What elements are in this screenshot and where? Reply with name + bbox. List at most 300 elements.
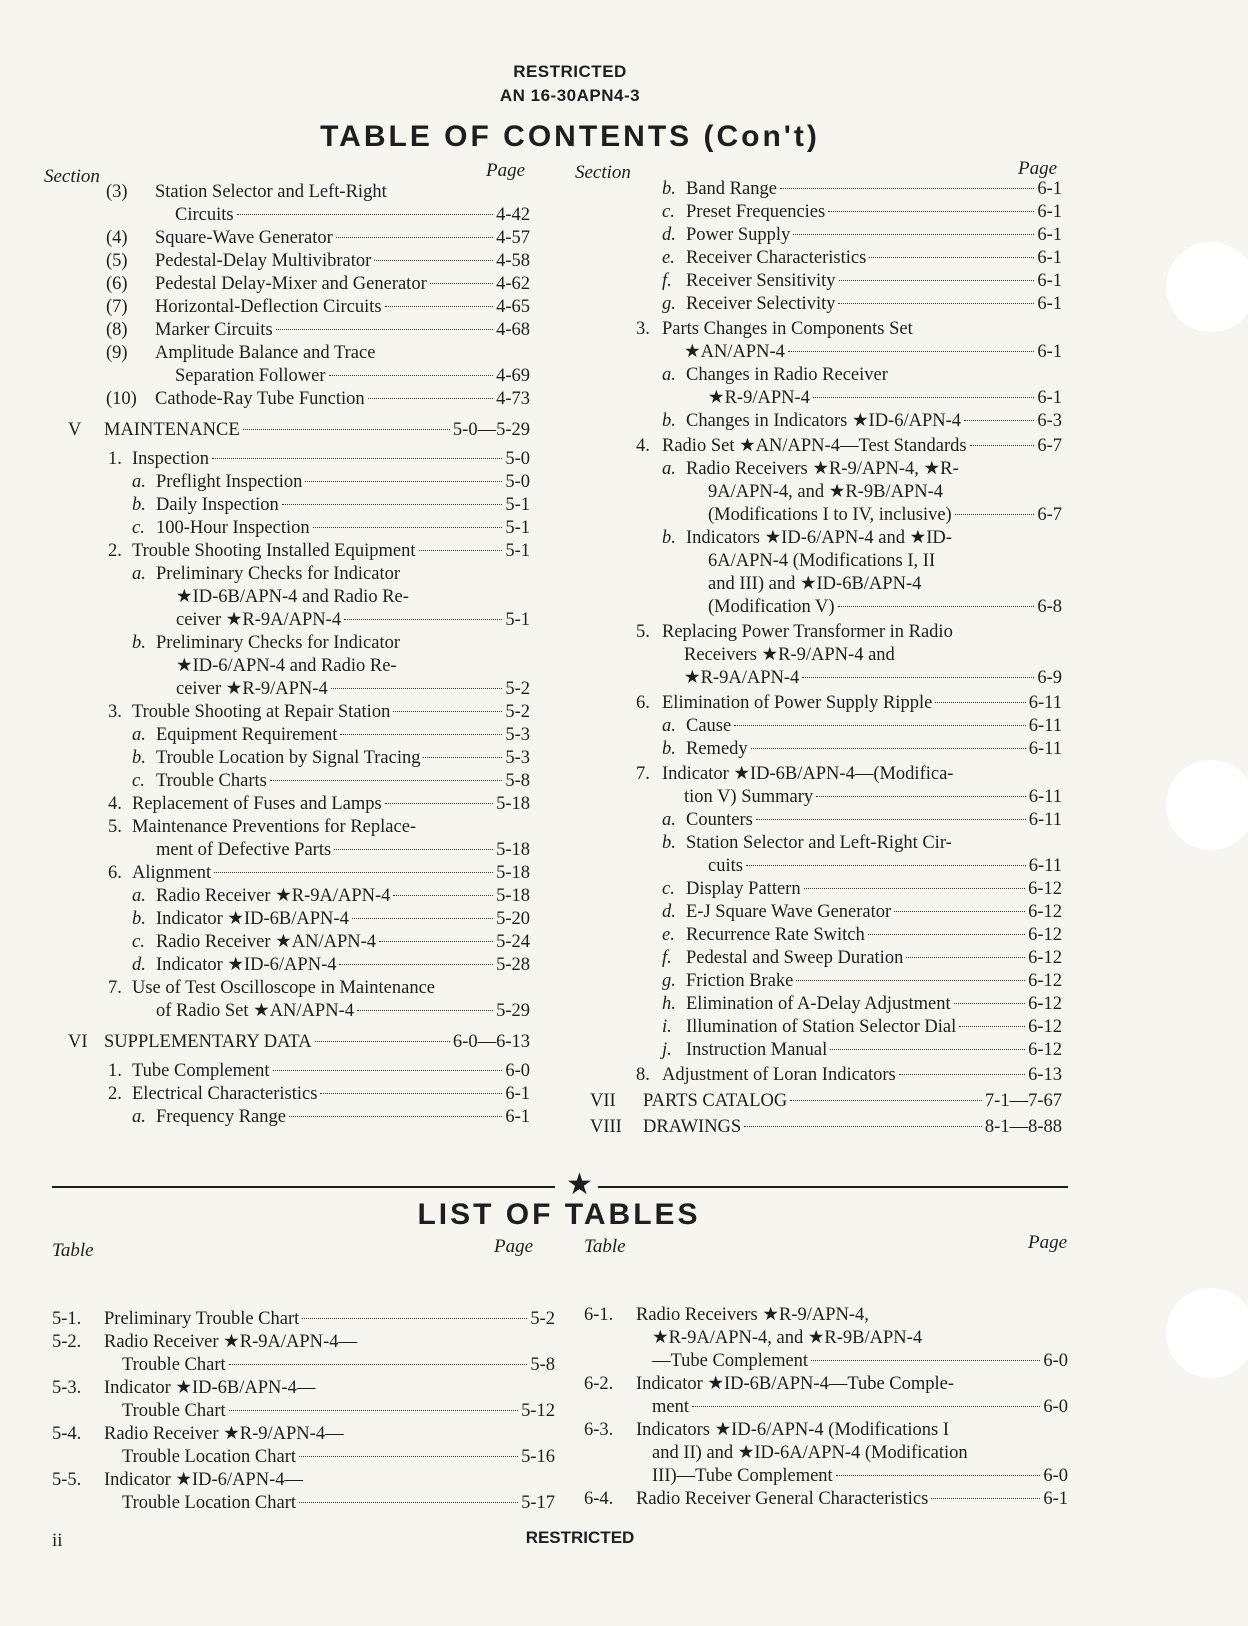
toc-entry-page: 5-24 [496, 932, 530, 952]
dot-leader [334, 849, 493, 850]
toc-entry-number: (9) [106, 343, 128, 363]
toc-entry [708, 504, 1062, 527]
star-ornament-icon: ★ [566, 1168, 593, 1201]
toc-entry-page: 6-11 [1028, 716, 1062, 736]
toc-entry-text: ★AN/APN-4 [684, 342, 785, 362]
dot-leader [331, 688, 503, 689]
toc-entry [156, 517, 530, 540]
toc-entry-page: 6-12 [1028, 1040, 1062, 1060]
toc-entry-text: Counters [686, 810, 753, 830]
table-list-page: 5-16 [521, 1447, 555, 1467]
toc-entry-number: c. [662, 202, 675, 222]
toc-entry [686, 924, 1062, 947]
dot-leader [379, 941, 493, 942]
toc-entry-page: 4-68 [496, 320, 530, 340]
toc-entry [686, 247, 1062, 270]
toc-entry-page: 4-62 [496, 274, 530, 294]
toc-entry-text: Cathode-Ray Tube Function [155, 389, 365, 409]
toc-entry [686, 970, 1062, 993]
dot-leader [302, 1318, 527, 1319]
toc-entry [156, 747, 530, 770]
toc-entry-page: 5-0 [505, 472, 530, 492]
toc-entry-page: 4-65 [496, 297, 530, 317]
dot-leader [746, 865, 1026, 866]
toc-entry-page: 5-0 [505, 449, 530, 469]
toc-entry [662, 692, 1062, 715]
toc-entry-number: 1. [108, 1061, 122, 1081]
dot-leader [299, 1456, 518, 1457]
table-list-text: —Tube Complement [652, 1351, 809, 1371]
toc-entry-text: (Modification V) [708, 597, 835, 617]
dot-leader [313, 527, 503, 528]
toc-entry [132, 1083, 530, 1106]
toc-entry-number: b. [662, 833, 676, 853]
toc-entry-text: ceiver ★R-9/APN-4 [176, 679, 328, 699]
toc-section-label-left: Section [44, 166, 100, 187]
toc-entry-text: DRAWINGS [643, 1117, 742, 1137]
toc-entry [155, 388, 530, 411]
toc-entry-line: ★ID-6B/APN-4 and Radio Re- [176, 587, 409, 607]
toc-entry [156, 1000, 530, 1023]
dot-leader [751, 748, 1026, 749]
toc-entry [686, 178, 1062, 201]
table-list-text: Trouble Location Chart [122, 1447, 297, 1467]
toc-entry-text: Indicator ★ID-6B/APN-4 [156, 909, 349, 929]
toc-entry-number: a. [132, 564, 146, 584]
toc-entry-page: 6-12 [1028, 879, 1062, 899]
toc-entry-page: 6-1 [1037, 271, 1062, 291]
toc-entry-text: Alignment [132, 863, 212, 883]
toc-entry-text: Display Pattern [686, 879, 801, 899]
dot-leader [796, 980, 1025, 981]
toc-entry-number: i. [662, 1017, 672, 1037]
toc-entry-page: 5-8 [505, 771, 530, 791]
toc-entry-text: Separation Follower [175, 366, 326, 386]
toc-entry-line: Parts Changes in Components Set [662, 319, 913, 339]
toc-entry-number: a. [662, 716, 676, 736]
toc-entry-number: a. [132, 472, 146, 492]
dot-leader [816, 796, 1026, 797]
toc-entry [156, 954, 530, 977]
toc-entry-number: a. [662, 365, 676, 385]
dot-leader [385, 306, 494, 307]
toc-entry [708, 387, 1062, 410]
table-list-text: ment [652, 1397, 689, 1417]
table-list-number: 5-2. [52, 1332, 82, 1352]
toc-entry-text: (Modifications I to IV, inclusive) [708, 505, 952, 525]
dot-leader [790, 1100, 982, 1101]
toc-entry-text: Band Range [686, 179, 777, 199]
dot-leader [744, 1126, 982, 1127]
toc-entry-number: 4. [108, 794, 122, 814]
toc-entry-text: Receiver Characteristics [686, 248, 867, 268]
table-list-text: Trouble Location Chart [122, 1493, 297, 1513]
toc-entry [132, 448, 530, 471]
dot-leader [368, 398, 493, 399]
toc-entry [104, 1031, 530, 1054]
toc-entry-text: Power Supply [686, 225, 791, 245]
table-list-entry [122, 1400, 555, 1423]
dot-leader [339, 964, 493, 965]
toc-entry-number: 5. [636, 622, 650, 642]
toc-entry-text: Trouble Shooting at Repair Station [132, 702, 391, 722]
toc-entry-text: cuits [708, 856, 743, 876]
dot-leader [352, 918, 493, 919]
toc-entry-text: Recurrence Rate Switch [686, 925, 865, 945]
toc-entry-page: 6-12 [1028, 971, 1062, 991]
toc-entry [686, 901, 1062, 924]
toc-entry [686, 270, 1062, 293]
toc-entry-number: b. [132, 748, 146, 768]
toc-entry-page: 6-11 [1028, 856, 1062, 876]
toc-entry-number: 6. [636, 693, 650, 713]
toc-entry-text: of Radio Set ★AN/APN-4 [156, 1001, 354, 1021]
toc-entry-number: 3. [636, 319, 650, 339]
toc-entry-text: ceiver ★R-9A/APN-4 [176, 610, 342, 630]
toc-entry [132, 701, 530, 724]
dot-leader [959, 1026, 1025, 1027]
toc-entry-text: Indicator ★ID-6/APN-4 [156, 955, 337, 975]
dot-leader [305, 481, 502, 482]
toc-entry [643, 1090, 1062, 1113]
table-list-number: 5-4. [52, 1424, 82, 1444]
toc-entry-number: 2. [108, 541, 122, 561]
table-list-page: 5-17 [521, 1493, 555, 1513]
toc-entry-page: 6-1 [1037, 248, 1062, 268]
table-list-line: Radio Receiver ★R-9/APN-4— [104, 1424, 344, 1444]
table-list-text: Trouble Chart [122, 1355, 226, 1375]
table-list-text: Preliminary Trouble Chart [104, 1309, 300, 1329]
toc-entry-text: tion V) Summary [684, 787, 814, 807]
header-doc-number: AN 16-30APN4-3 [499, 86, 641, 105]
toc-page-label-right: Page [1018, 158, 1058, 179]
toc-entry [684, 667, 1062, 690]
toc-entry-text: PARTS CATALOG [643, 1091, 788, 1111]
toc-entry-text: 100-Hour Inspection [156, 518, 310, 538]
table-list-line: Radio Receivers ★R-9/APN-4, [636, 1305, 869, 1325]
binder-hole [1166, 760, 1248, 850]
toc-entry-number: d. [132, 955, 146, 975]
table-list-page: 6-0 [1043, 1397, 1068, 1417]
toc-entry-page: 8-1—8-88 [984, 1117, 1062, 1137]
toc-entry [708, 855, 1062, 878]
toc-entry-number: c. [132, 518, 145, 538]
toc-entry-number: a. [132, 886, 146, 906]
toc-entry [686, 201, 1062, 224]
dot-leader [393, 895, 493, 896]
toc-entry-number: 6. [108, 863, 122, 883]
toc-entry [686, 1016, 1062, 1039]
toc-entry-text: ★R-9/APN-4 [708, 388, 810, 408]
toc-entry-page: 6-1 [1037, 342, 1062, 362]
dot-leader [299, 1502, 518, 1503]
toc-entry-text: Pedestal Delay-Mixer and Generator [155, 274, 427, 294]
dot-leader [282, 504, 503, 505]
toc-entry-number: (6) [106, 274, 128, 294]
dot-leader [931, 1498, 1040, 1499]
toc-entry [176, 678, 530, 701]
toc-entry-line: Use of Test Oscilloscope in Maintenance [132, 978, 436, 998]
table-list-entry [652, 1465, 1068, 1488]
toc-entry [686, 878, 1062, 901]
dot-leader [830, 1049, 1025, 1050]
toc-entry-number: c. [132, 932, 145, 952]
toc-entry [708, 596, 1062, 619]
toc-entry [662, 435, 1062, 458]
page-title: TABLE OF CONTENTS (Con't) [320, 120, 820, 153]
toc-entry [684, 341, 1062, 364]
toc-entry-line: Indicator ★ID-6B/APN-4—(Modifica- [662, 764, 954, 784]
toc-page-label-left: Page [486, 160, 526, 181]
table-list-entry [652, 1350, 1068, 1373]
toc-entry-number: b. [132, 909, 146, 929]
toc-entry-number: 2. [108, 1084, 122, 1104]
toc-entry-number: h. [662, 994, 676, 1014]
toc-entry-number: a. [132, 725, 146, 745]
toc-entry-number: j. [662, 1040, 672, 1060]
toc-entry-text: Elimination of A-Delay Adjustment [686, 994, 951, 1014]
toc-entry-text: Tube Complement [132, 1061, 270, 1081]
lot-table-label-left: Table [52, 1240, 94, 1261]
toc-entry-number: f. [662, 271, 672, 291]
toc-entry-page: 6-1 [1037, 179, 1062, 199]
toc-entry [156, 724, 530, 747]
dot-leader [419, 550, 503, 551]
dot-leader [788, 351, 1034, 352]
dot-leader [329, 375, 494, 376]
dot-leader [868, 934, 1025, 935]
toc-entry-line: Receivers ★R-9/APN-4 and [684, 645, 895, 665]
toc-entry-page: 6-11 [1028, 693, 1062, 713]
toc-entry [132, 862, 530, 885]
toc-entry [684, 786, 1062, 809]
toc-entry-line: Amplitude Balance and Trace [155, 343, 376, 363]
footer-classification: RESTRICTED [525, 1528, 635, 1547]
toc-entry-line: ★ID-6/APN-4 and Radio Re- [176, 656, 397, 676]
toc-entry-text: SUPPLEMENTARY DATA [104, 1032, 312, 1052]
dot-leader [374, 260, 493, 261]
dot-leader [423, 757, 502, 758]
toc-entry-page: 6-1 [1037, 202, 1062, 222]
lot-page-label-left: Page [494, 1236, 534, 1257]
table-list-number: 5-3. [52, 1378, 82, 1398]
table-list-number: 6-4. [584, 1489, 614, 1509]
toc-entry [155, 319, 530, 342]
toc-entry-text: Square-Wave Generator [155, 228, 333, 248]
toc-entry [686, 947, 1062, 970]
table-list-text: III)—Tube Complement [652, 1466, 833, 1486]
dot-leader [813, 397, 1034, 398]
lot-page-label-right: Page [1028, 1232, 1068, 1253]
toc-entry-page: 6-1 [505, 1084, 530, 1104]
dot-leader [838, 303, 1034, 304]
dot-leader [894, 911, 1025, 912]
toc-entry-page: 5-3 [505, 725, 530, 745]
dot-leader [906, 957, 1025, 958]
toc-entry-line: 6A/APN-4 (Modifications I, II [708, 551, 936, 571]
toc-entry-line: Maintenance Preventions for Replace- [132, 817, 417, 837]
toc-entry-number: 3. [108, 702, 122, 722]
toc-entry-line: Station Selector and Left-Right [155, 182, 387, 202]
dot-leader [935, 702, 1025, 703]
toc-entry-page: 6-11 [1028, 810, 1062, 830]
toc-entry-page: 4-58 [496, 251, 530, 271]
toc-entry-text: Receiver Sensitivity [686, 271, 836, 291]
toc-entry-page: 5-18 [496, 886, 530, 906]
binder-hole [1166, 1288, 1248, 1378]
toc-entry-number: (5) [106, 251, 128, 271]
toc-entry-number: g. [662, 971, 676, 991]
toc-entry-number: d. [662, 225, 676, 245]
toc-entry-page: 6-1 [1037, 225, 1062, 245]
toc-entry-number: (4) [106, 228, 128, 248]
dot-leader [289, 1116, 502, 1117]
dot-leader [970, 445, 1035, 446]
table-list-page: 5-12 [521, 1401, 555, 1421]
table-list-page: 6-1 [1043, 1489, 1068, 1509]
toc-entry-page: 6-9 [1037, 668, 1062, 688]
toc-entry-page: 6-1 [1037, 388, 1062, 408]
dot-leader [780, 188, 1034, 189]
toc-entry-number: a. [662, 459, 676, 479]
divider-rule-right [598, 1186, 1068, 1188]
toc-entry-page: 6-3 [1037, 411, 1062, 431]
table-list-page: 6-0 [1043, 1351, 1068, 1371]
toc-entry-page: 6-12 [1028, 994, 1062, 1014]
table-list-number: 5-1. [52, 1309, 82, 1329]
toc-entry [156, 931, 530, 954]
toc-entry-number: a. [662, 810, 676, 830]
table-list-text: Radio Receiver General Characteristics [636, 1489, 929, 1509]
toc-entry-text: Pedestal-Delay Multivibrator [155, 251, 372, 271]
toc-entry-number: c. [662, 879, 675, 899]
toc-entry-line: and III) and ★ID-6B/APN-4 [708, 574, 922, 594]
toc-entry [156, 908, 530, 931]
toc-entry-number: b. [662, 179, 676, 199]
toc-entry-text: Inspection [132, 449, 210, 469]
toc-entry-text: E-J Square Wave Generator [686, 902, 892, 922]
toc-entry-text: Radio Set ★AN/APN-4—Test Standards [662, 436, 967, 456]
toc-entry-number: 7. [108, 978, 122, 998]
toc-entry-text: Trouble Location by Signal Tracing [156, 748, 421, 768]
toc-entry [686, 1039, 1062, 1062]
table-list-text: Trouble Chart [122, 1401, 226, 1421]
dot-leader [270, 780, 502, 781]
toc-entry-page: 6-7 [1037, 436, 1062, 456]
dot-leader [385, 803, 493, 804]
table-list-entry [122, 1354, 555, 1377]
toc-entry-number: d. [662, 902, 676, 922]
toc-entry [156, 839, 530, 862]
toc-entry [156, 494, 530, 517]
table-list-line: Indicator ★ID-6B/APN-4— [104, 1378, 316, 1398]
toc-entry-number: 5. [108, 817, 122, 837]
table-list-entry [652, 1396, 1068, 1419]
toc-entry-page: 6-7 [1037, 505, 1062, 525]
table-list-entry [122, 1492, 555, 1515]
toc-entry-text: Equipment Requirement [156, 725, 338, 745]
toc-entry [155, 273, 530, 296]
toc-entry [175, 365, 530, 388]
dot-leader [756, 819, 1026, 820]
header-classification: RESTRICTED [513, 62, 627, 81]
toc-entry-number: (7) [106, 297, 128, 317]
toc-entry [686, 738, 1062, 761]
toc-entry [156, 1106, 530, 1129]
toc-entry-page: 6-1 [1037, 294, 1062, 314]
dot-leader [273, 1070, 503, 1071]
toc-entry-line: Preliminary Checks for Indicator [156, 564, 401, 584]
dot-leader [802, 677, 1034, 678]
table-list-entry [104, 1308, 555, 1331]
toc-entry-page: 4-42 [496, 205, 530, 225]
toc-entry-text: Electrical Characteristics [132, 1084, 318, 1104]
toc-entry-page: 6-1 [505, 1107, 530, 1127]
dot-leader [955, 514, 1035, 515]
dot-leader [393, 711, 502, 712]
toc-entry-number: (3) [106, 182, 128, 202]
toc-entry-line: Changes in Radio Receiver [686, 365, 888, 385]
table-list-line: Radio Receiver ★R-9A/APN-4— [104, 1332, 357, 1352]
toc-entry-page: 5-29 [496, 1001, 530, 1021]
table-list-number: 6-2. [584, 1374, 614, 1394]
toc-entry-number: 7. [636, 764, 650, 784]
toc-entry [686, 224, 1062, 247]
toc-entry-text: Circuits [175, 205, 234, 225]
toc-entry-text: Instruction Manual [686, 1040, 828, 1060]
toc-entry-text: Receiver Selectivity [686, 294, 836, 314]
toc-entry-number: VI [68, 1032, 88, 1052]
toc-entry-text: ★R-9A/APN-4 [684, 668, 800, 688]
toc-entry-page: 7-1—7-67 [984, 1091, 1062, 1111]
table-list-line: ★R-9A/APN-4, and ★R-9B/APN-4 [652, 1328, 923, 1348]
toc-entry-number: f. [662, 948, 672, 968]
toc-entry-text: Friction Brake [686, 971, 794, 991]
dot-leader [237, 214, 493, 215]
dot-leader [344, 619, 502, 620]
dot-leader [734, 725, 1026, 726]
toc-entry-page: 5-2 [505, 679, 530, 699]
binder-hole [1166, 242, 1248, 332]
toc-entry-number: b. [662, 528, 676, 548]
toc-entry-text: Adjustment of Loran Indicators [662, 1065, 896, 1085]
toc-entry-page: 6-0 [505, 1061, 530, 1081]
toc-entry-number: (8) [106, 320, 128, 340]
toc-entry-text: Changes in Indicators ★ID-6/APN-4 [686, 411, 962, 431]
table-list-number: 5-5. [52, 1470, 82, 1490]
toc-entry-page: 6-0—6-13 [452, 1032, 530, 1052]
toc-entry [686, 715, 1062, 738]
toc-entry-number: c. [132, 771, 145, 791]
table-list-line: Indicators ★ID-6/APN-4 (Modifications I [636, 1420, 950, 1440]
toc-entry-number: VII [590, 1091, 616, 1111]
dot-leader [838, 606, 1035, 607]
dot-leader [430, 283, 493, 284]
toc-entry-number: 1. [108, 449, 122, 469]
toc-entry-number: e. [662, 925, 675, 945]
toc-entry [662, 1064, 1062, 1087]
toc-entry-number: b. [132, 633, 146, 653]
toc-entry-text: Pedestal and Sweep Duration [686, 948, 904, 968]
toc-entry-page: 5-2 [505, 702, 530, 722]
toc-entry-page: 6-12 [1028, 925, 1062, 945]
toc-entry-number: g. [662, 294, 676, 314]
table-list-number: 6-3. [584, 1420, 614, 1440]
dot-leader [793, 234, 1034, 235]
toc-entry-page: 6-8 [1037, 597, 1062, 617]
toc-entry-text: Radio Receiver ★R-9A/APN-4 [156, 886, 391, 906]
toc-entry [132, 540, 530, 563]
